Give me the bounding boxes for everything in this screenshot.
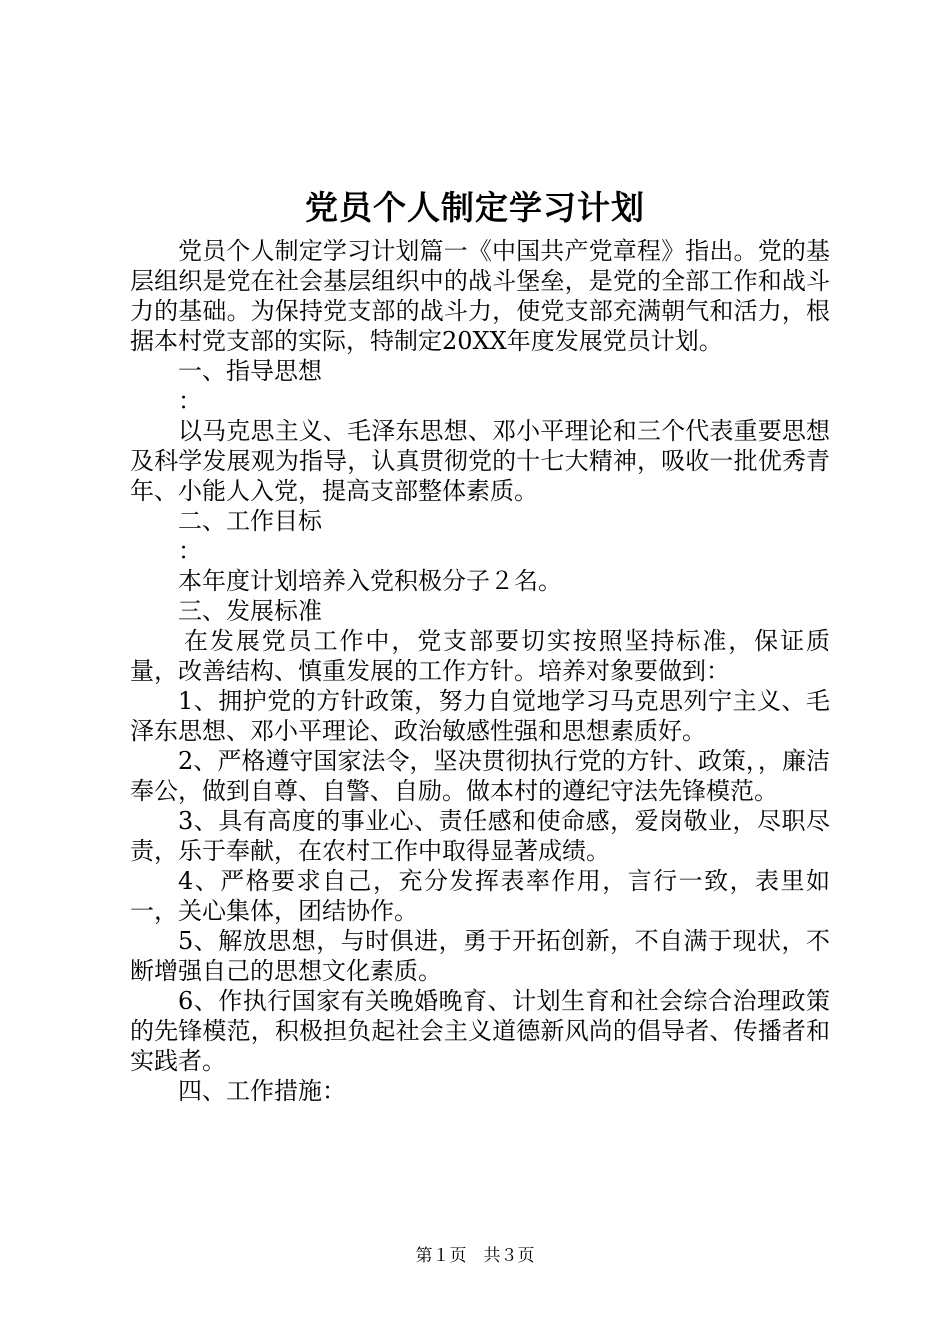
colon-line: ：: [178, 537, 202, 565]
section-heading-standards: 三、发展标准: [178, 597, 322, 625]
standard-item-3: 3、具有高度的事业心、责任感和使命感，爱岗敬业，尽职尽责，乐于奉献，在农村工作中取得显著成绩。: [130, 807, 830, 865]
intro-paragraph: 党员个人制定学习计划篇一《中国共产党章程》指出。党的基层组织是党在社会基层组织中的战斗堡垒，是党的全部工作和战斗力的基础。为保持党支部的战斗力，使党支部充满朝气和活力，根据本村党支部的实际，特制定20XX年度发展党员计划。: [130, 237, 830, 355]
guiding-ideology-paragraph: 以马克思主义、毛泽东思想、邓小平理论和三个代表重要思想及科学发展观为指导，认真贯彻党的十七大精神，吸收一批优秀青年、小能人入党，提高支部整体素质。: [130, 417, 830, 505]
section-heading-measures: 四、工作措施：: [178, 1077, 346, 1105]
standard-item-6: 6、作执行国家有关晚婚晚育、计划生育和社会综合治理政策的先锋模范，积极担负起社会主义道德新风尚的倡导者、传播者和实践者。: [130, 987, 830, 1075]
standard-item-1: 1、拥护党的方针政策，努力自觉地学习马克思列宁主义、毛泽东思想、邓小平理论、政治敏感性强和思想素质好。: [130, 687, 830, 745]
standard-item-4: 4、严格要求自己，充分发挥表率作用，言行一致，表里如一，关心集体，团结协作。: [130, 867, 830, 925]
standards-paragraph: 在发展党员工作中，党支部要切实按照坚持标准，保证质量，改善结构、慎重发展的工作方针。培养对象要做到：: [130, 627, 830, 685]
document-title: 党员个人制定学习计划: [305, 188, 645, 227]
section-heading-work-goal: 二、工作目标: [178, 507, 322, 535]
page-number-footer: 第１页 共３页: [415, 1246, 535, 1266]
document-body: [130, 236, 830, 1106]
standard-item-2: 2、严格遵守国家法令，坚决贯彻执行党的方针、政策，，廉洁奉公，做到自尊、自警、自励。做本村的遵纪守法先锋模范。: [130, 747, 830, 805]
work-goal-paragraph: 本年度计划培养入党积极分子２名。: [178, 567, 562, 595]
colon-line: ：: [178, 387, 202, 415]
standard-item-5: 5、解放思想，与时俱进，勇于开拓创新，不自满于现状，不断增强自己的思想文化素质。: [130, 927, 830, 985]
section-heading-guiding-ideology: 一、指导思想: [178, 357, 322, 385]
